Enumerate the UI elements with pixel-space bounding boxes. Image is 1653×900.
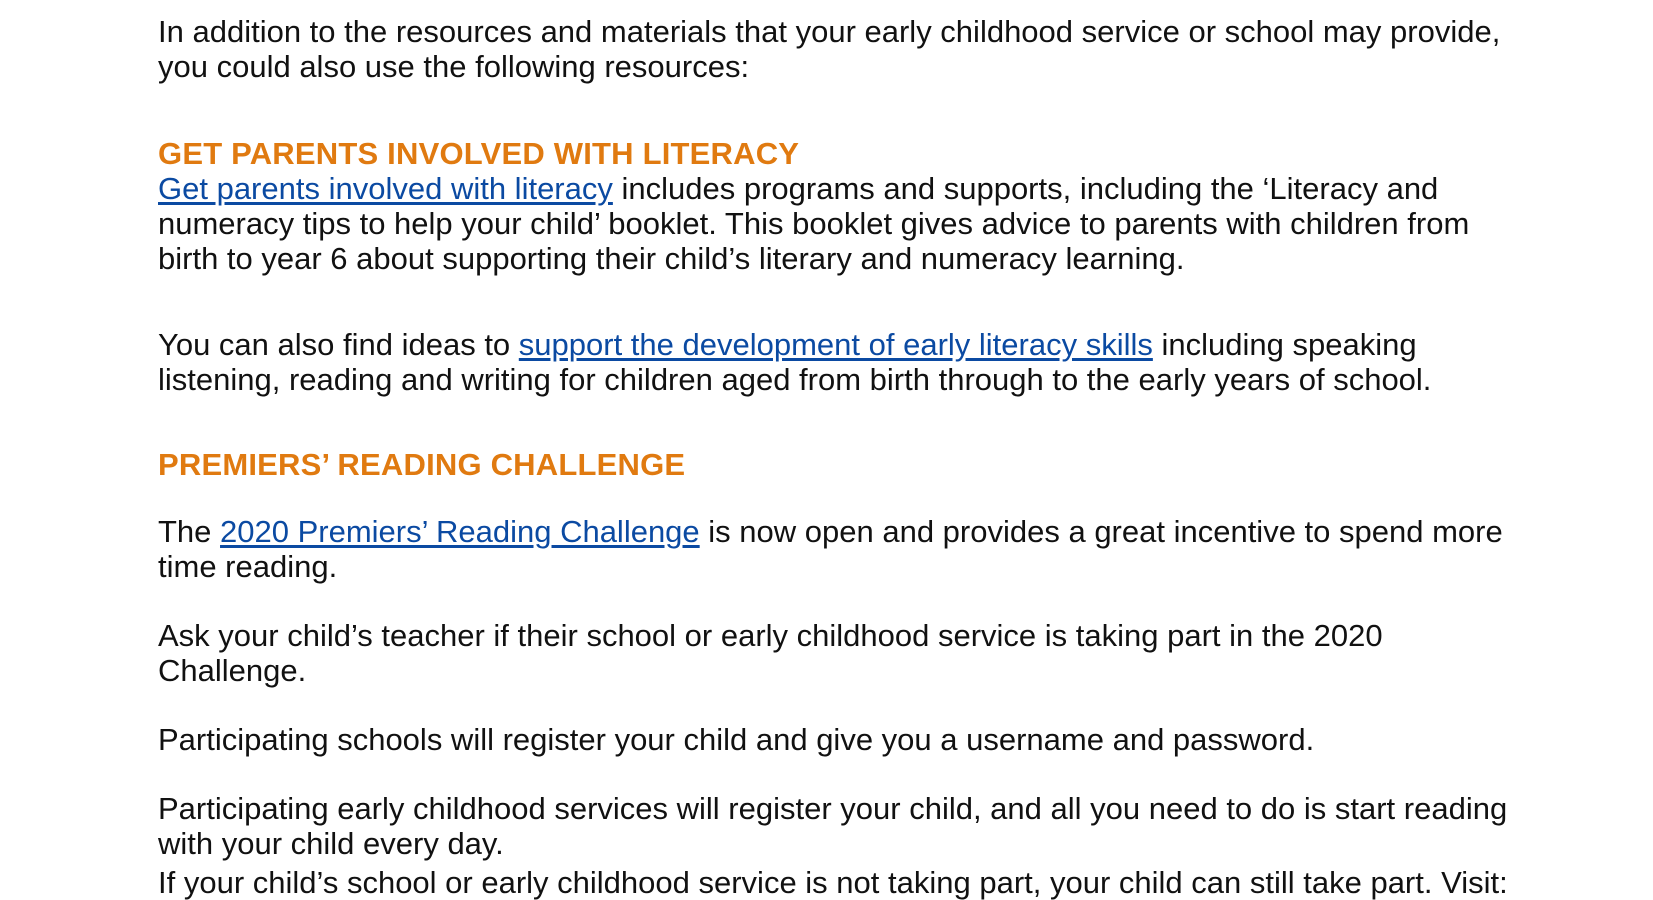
link-premiers-reading-challenge[interactable]: 2020 Premiers’ Reading Challenge [220, 514, 700, 549]
ideas-paragraph-lead: You can also find ideas to [158, 327, 519, 362]
link-get-parents-involved[interactable]: Get parents involved with literacy [158, 171, 613, 206]
literacy-paragraph [158, 171, 1518, 276]
document-page [158, 14, 1518, 900]
literacy-paragraph-text: includes programs and supports, including the ‘Literacy and numeracy tips to help your child’ booklet. This booklet gives advice to parents with children from birth to year 6 about supporting their child’s literary and numeracy learning. [158, 171, 1470, 276]
heading-premiers-reading-challenge: PREMIERS’ READING CHALLENGE [158, 447, 686, 482]
challenge-paragraph-tail: is now open and provides a great incentive to spend more time reading. [158, 514, 1503, 584]
early-childhood-paragraph: Participating early childhood services will register your child, and all you need to do is start reading with your child every day. [158, 791, 1508, 861]
intro-paragraph: In addition to the resources and materials that your early childhood service or school may provide, you could also use the following resources: [158, 14, 1501, 84]
schools-register-paragraph: Participating schools will register your child and give you a username and password. [158, 722, 1315, 757]
ideas-paragraph [158, 327, 1518, 397]
ideas-paragraph-tail: including speaking listening, reading and writing for children aged from birth through to the early years of school. [158, 327, 1432, 397]
not-taking-part-paragraph: If your child’s school or early childhood service is not taking part, your child can still take part. Visit: [158, 865, 1508, 900]
heading-get-parents-involved: GET PARENTS INVOLVED WITH LITERACY [158, 136, 800, 171]
challenge-paragraph-lead: The [158, 514, 221, 549]
link-early-literacy-skills[interactable]: support the development of early literacy skills [518, 327, 1153, 362]
ask-teacher-paragraph: Ask your child’s teacher if their school or early childhood service is taking part in the 2020 Challenge. [158, 618, 1383, 688]
challenge-paragraph [158, 514, 1518, 584]
